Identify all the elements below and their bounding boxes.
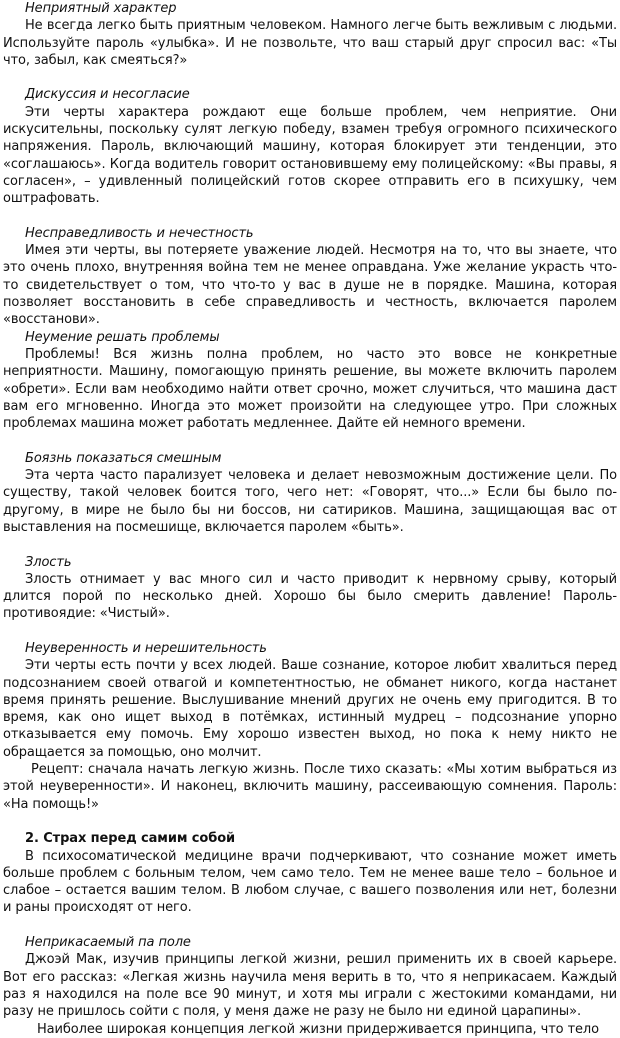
section-body-anger: Злость отнимает у вас много сил и часто приводит к нервному срыву, который длится порой по несколько дней. Хорошо бы было смерить давление! Пароль-противоядие: «Чистый». (3, 571, 617, 622)
section-heading-untouchable: Неприкасаемый па поле (25, 935, 191, 951)
paragraph-gap (3, 69, 617, 86)
section-heading-uncertainty: Неуверенность и нерешительность (25, 640, 267, 656)
paragraph-gap (3, 536, 617, 553)
section-body-problems: Проблемы! Вся жизнь полна проблем, но часто это вовсе не конкретные неприятности. Машину, помогающую принять решение, вы можете включить паролем «обрети». Если вам необходимо найти ответ срочно, может случиться, что машина даст вам его мгновенно. Иногда это может произойти на следующее утро. При сложных проблемах машина может работать медленнее. Дайте ей немного времени. (3, 346, 617, 432)
section-heading-unpleasant: Неприятный характер (25, 1, 177, 16)
section-heading-anger: Злость (25, 554, 72, 570)
section-body-injustice: Имея эти черты, вы потеряете уважение людей. Несмотря на то, что вы знаете, что это очень плохо, внутренняя война тем не менее оправдана. Уже желание украсть что-то свидетельствует о том, что что-то у вас в душе не в порядке. Машина, которая позволяет восстановить в себе справедливость и честность, включается паролем «восстанови». (3, 243, 617, 328)
paragraph-gap (3, 208, 617, 225)
section-body-fear-ridicule: Эта черта часто парализует человека и делает невозможным достижение цели. По существу, такой человек боится того, чего нет: «Говорят, что...» Если бы было по-другому, в мире не было бы ни боссов, ни сатириков. Машина, защищающая вас от выставления на посмешище, включается паролем «быть». (3, 468, 617, 535)
section-tail-untouchable: Наиболее широкая концепция легкой жизни придерживается принципа, что тело (37, 1021, 599, 1037)
section-heading-problems: Неумение решать проблемы (25, 329, 220, 345)
section-body-discussion: Эти черты характера рождают еще больше проблем, чем неприятие. Они искусительны, поскольку сулят легкую победу, взамен требуя огромного психического напряжения. Пароль, включающий машину, которая блокирует эти тенденции, это «соглашаюсь». Когда водитель говорит остановившему ему полицейскому: «Вы правы, я согласен», – удивленный полицейский готов скорее отправить его в психушку, чем оштрафовать. (3, 104, 617, 207)
section-body-unpleasant: Не всегда легко быть приятным человеком. Намного легче быть вежливым с людьми. Используйте пароль «улыбка». И не позвольте, что ваш старый друг спросил вас: «Ты что, забыл, как смеяться?» (3, 18, 617, 68)
section-heading-discussion: Дискуссия и несогласие (25, 87, 190, 103)
section-heading-fear-ridicule: Боязнь показаться смешным (25, 450, 222, 466)
section-body-fear-self: В психосоматической медицине врачи подчеркивают, что сознание может иметь больше проблем с больным телом, чем само тело. Тем не менее ваше тело – больное и слабое – остается вашим телом. В любом случае, с вашего позволения или нет, болезни и раны происходят от него. (3, 848, 617, 916)
document-page (3, 0, 617, 1038)
paragraph-gap (3, 432, 617, 449)
section-recipe-uncertainty: Рецепт: сначала начать легкую жизнь. После тихо сказать: «Мы хотим выбраться из этой неуверенности». И наконец, включить машину, рассеивающую сомнения. Пароль: «На помощь!» (3, 762, 617, 812)
paragraph-gap (3, 813, 617, 830)
paragraph-gap (3, 623, 617, 640)
section-heading-injustice: Несправедливость и нечестность (25, 225, 254, 241)
paragraph-gap (3, 917, 617, 934)
chapter-heading-fear-self: 2. Страх перед самим собой (25, 831, 236, 847)
section-body-uncertainty: Эти черты есть почти у всех людей. Ваше сознание, которое любит хвалиться перед подсознанием своей отвагой и компетентностью, не обманет никого, когда настанет время принять решение. Выслушивание мнений других не очень ему пригодится. В то время, как оно ищет выход в потёмках, истинный мудрец – подсознание упорно отказывается ему помочь. Ему хорошо известен выход, но пока к нему никто не обращается за помощью, оно молчит. (3, 658, 617, 760)
section-body-untouchable: Джоэй Мак, изучив принципы легкой жизни, решил применить их в своей карьере. Вот его рассказ: «Легкая жизнь научила меня верить в то, что я неприкасаем. Каждый раз я находился на поле все 90 минут, и хотя мы играли с жестокими командами, ни разу не пришлось сойти с поля, у меня даже не разу не было ни единой царапины». (3, 952, 617, 1020)
